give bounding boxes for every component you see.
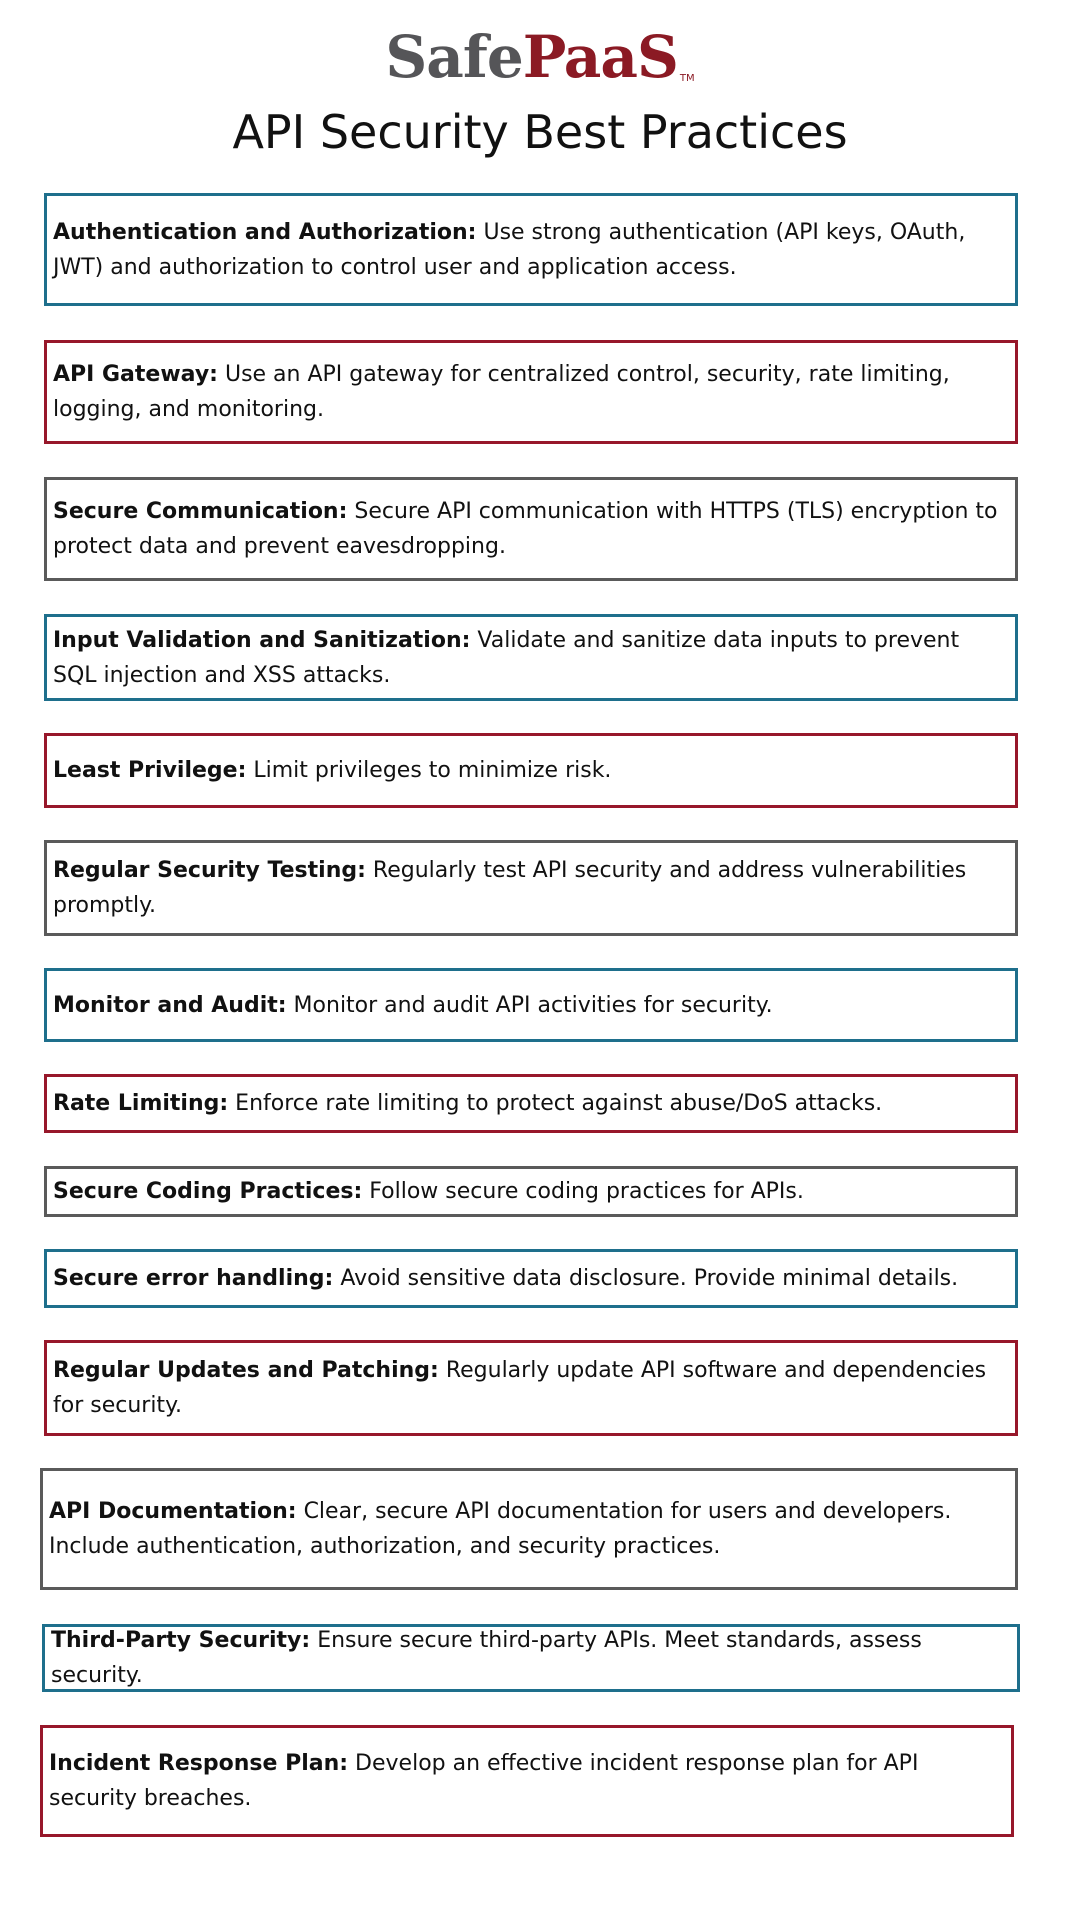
practice-term: API Documentation: bbox=[49, 1499, 297, 1524]
logo-text-safe: Safe bbox=[385, 23, 523, 91]
practice-term: Secure Coding Practices: bbox=[53, 1179, 363, 1204]
practice-term: Secure error handling: bbox=[53, 1266, 334, 1291]
practice-term: Regular Updates and Patching: bbox=[53, 1358, 439, 1383]
practice-term: API Gateway: bbox=[53, 362, 218, 387]
practice-card-input-validation bbox=[44, 614, 1018, 701]
practice-card-authentication bbox=[44, 193, 1018, 306]
practice-description: Avoid sensitive data disclosure. Provide minimal details. bbox=[333, 1266, 959, 1291]
practice-description: Follow secure coding practices for APIs. bbox=[362, 1179, 804, 1204]
practice-term: Incident Response Plan: bbox=[49, 1751, 349, 1776]
trademark-mark: TM bbox=[679, 73, 695, 84]
practice-description: Regularly update API software and dependencies for security. bbox=[53, 1358, 987, 1418]
practice-description: Use an API gateway for centralized control, security, rate limiting, logging, and monitoring. bbox=[53, 362, 950, 422]
page-title: API Security Best Practices bbox=[232, 105, 848, 159]
practice-card-rate-limiting bbox=[44, 1074, 1018, 1133]
practice-card-third-party bbox=[42, 1624, 1020, 1692]
practice-description: Use strong authentication (API keys, OAuth, JWT) and authorization to control user and application access. bbox=[53, 219, 966, 280]
practice-description: Develop an effective incident response plan for API security breaches. bbox=[49, 1751, 919, 1811]
logo-text-paas: PaaS bbox=[522, 23, 678, 91]
practice-description: Limit privileges to minimize risk. bbox=[246, 758, 612, 783]
practice-description: Secure API communication with HTTPS (TLS) encryption to protect data and prevent eavesdropping. bbox=[53, 499, 998, 559]
practice-description: Enforce rate limiting to protect against abuse/DoS attacks. bbox=[228, 1091, 883, 1116]
practice-term: Least Privilege: bbox=[53, 758, 247, 783]
practice-card-least-privilege bbox=[44, 733, 1018, 808]
practice-card-secure-coding bbox=[44, 1166, 1018, 1217]
practice-term: Monitor and Audit: bbox=[53, 992, 287, 1018]
practice-card-error-handling bbox=[44, 1249, 1018, 1308]
practice-card-api-documentation bbox=[40, 1468, 1018, 1590]
practice-term: Secure Communication: bbox=[53, 499, 348, 524]
practice-card-secure-communication bbox=[44, 477, 1018, 581]
practice-term: Regular Security Testing: bbox=[53, 858, 366, 883]
practice-description: Regularly test API security and address vulnerabilities promptly. bbox=[53, 858, 967, 918]
practice-description: Ensure secure third-party APIs. Meet standards, assess security. bbox=[51, 1628, 922, 1688]
practice-term: Rate Limiting: bbox=[53, 1091, 229, 1116]
practice-term: Input Validation and Sanitization: bbox=[53, 627, 471, 653]
practice-term: Authentication and Authorization: bbox=[53, 219, 477, 245]
practice-description: Validate and sanitize data inputs to prevent SQL injection and XSS attacks. bbox=[53, 627, 960, 688]
practice-card-updates-patching bbox=[44, 1340, 1018, 1436]
practice-card-monitor-audit bbox=[44, 968, 1018, 1042]
practice-card-api-gateway bbox=[44, 340, 1018, 444]
practice-card-security-testing bbox=[44, 840, 1018, 936]
practice-card-incident-response bbox=[40, 1725, 1014, 1837]
practice-term: Third-Party Security: bbox=[51, 1628, 311, 1653]
practice-description: Clear, secure API documentation for users and developers. Include authentication, authorization, and security practices. bbox=[49, 1499, 952, 1559]
practice-description: Monitor and audit API activities for security. bbox=[286, 992, 773, 1018]
